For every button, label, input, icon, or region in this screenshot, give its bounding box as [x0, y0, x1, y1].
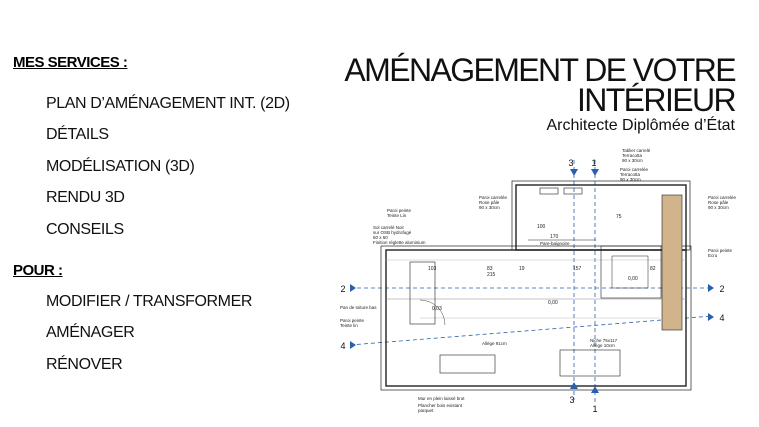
section-lines	[350, 160, 712, 405]
note: Pare-baignoire	[540, 241, 570, 246]
marker-label: 1	[592, 404, 598, 414]
service-item: PLAN D’AMÉNAGEMENT INT. (2D)	[46, 95, 290, 112]
marker-arrow	[350, 284, 356, 292]
dimension: 83	[487, 266, 493, 272]
page-title-line2: INTÉRIEUR	[576, 82, 735, 118]
marker-label: 1	[591, 158, 597, 168]
marker-label: 4	[719, 313, 725, 323]
note: 90 x 30cm	[622, 158, 643, 163]
marker-arrow	[591, 386, 599, 393]
note: Allège 91cm	[482, 341, 507, 346]
services-heading: MES SERVICES :	[13, 54, 128, 71]
marker-label: 2	[340, 284, 346, 294]
dimension: 0,00	[548, 300, 558, 306]
note: Pan de toiture bas	[340, 305, 377, 310]
note: 60 x 60	[373, 235, 388, 240]
wood-panel	[662, 195, 682, 330]
note: Finition réglette aluminium	[373, 240, 426, 245]
dimension: 100	[537, 224, 546, 230]
dimension: 19	[519, 266, 525, 272]
walls	[381, 181, 691, 390]
service-item: RENDU 3D	[46, 189, 125, 206]
door-swing	[420, 300, 445, 325]
service-item: MODÉLISATION (3D)	[46, 158, 195, 175]
marker-arrow	[708, 284, 714, 292]
dimension: 157	[573, 266, 582, 272]
marker-label: 2	[719, 284, 725, 294]
note: Paroi carrelée	[479, 195, 508, 200]
note: Mur en plein laissé brut	[418, 396, 465, 401]
dimension: 215	[487, 272, 496, 278]
note: Tablier carrelé	[622, 148, 651, 153]
note: Paroi peinte	[387, 208, 412, 213]
pour-heading: POUR :	[13, 262, 63, 279]
marker-label: 3	[569, 395, 575, 405]
note: 90 x 30cm	[620, 177, 641, 182]
note: 90 x 30cm	[479, 205, 500, 210]
note: Terracotta	[622, 153, 643, 158]
note: Plancher bois existant	[418, 403, 463, 408]
marker-label: 4	[340, 341, 346, 351]
note: Paroi peinte	[340, 318, 365, 323]
pour-item: AMÉNAGER	[46, 324, 135, 341]
note: 90 x 30cm	[708, 205, 729, 210]
dimension: 170	[550, 234, 559, 240]
marker-arrow	[350, 341, 356, 349]
marker-arrow	[591, 169, 599, 176]
dimension: 0,00	[628, 276, 638, 282]
note: Sol carrelé Noir	[373, 225, 405, 230]
note: sur OSB hydrofugé	[373, 230, 412, 235]
dimension: 103	[428, 266, 437, 272]
note: Terracotta	[620, 172, 641, 177]
note: Rose pâle	[479, 200, 500, 205]
service-item: DÉTAILS	[46, 126, 109, 143]
note: Teinte lin	[340, 323, 358, 328]
service-item: CONSEILS	[46, 221, 124, 238]
note: Allège 10cm	[590, 343, 615, 348]
pour-item: RÉNOVER	[46, 356, 123, 373]
note: Paroi carrelée	[620, 167, 649, 172]
note: Paroi peinte	[708, 248, 733, 253]
marker-arrow	[570, 169, 578, 176]
pour-item: MODIFIER / TRANSFORMER	[46, 293, 253, 310]
note: Niche 75x117	[590, 338, 618, 343]
page-title-line1: AMÉNAGEMENT DE VOTRE	[344, 52, 735, 88]
marker-label: 3	[568, 158, 574, 168]
note: parquet	[418, 408, 434, 413]
note: Teinte Lin	[387, 213, 407, 218]
page-subtitle: Architecte Diplômée d’État	[546, 117, 735, 134]
note: Ecru	[708, 253, 718, 258]
plan-dimensions	[428, 214, 656, 312]
dimension: 82	[650, 266, 656, 272]
dimension: 75	[616, 214, 622, 220]
marker-arrow	[708, 313, 714, 321]
note: Paroi carrelée	[708, 195, 737, 200]
dimension: 0,03	[432, 306, 442, 312]
note: Rose pâle	[708, 200, 729, 205]
